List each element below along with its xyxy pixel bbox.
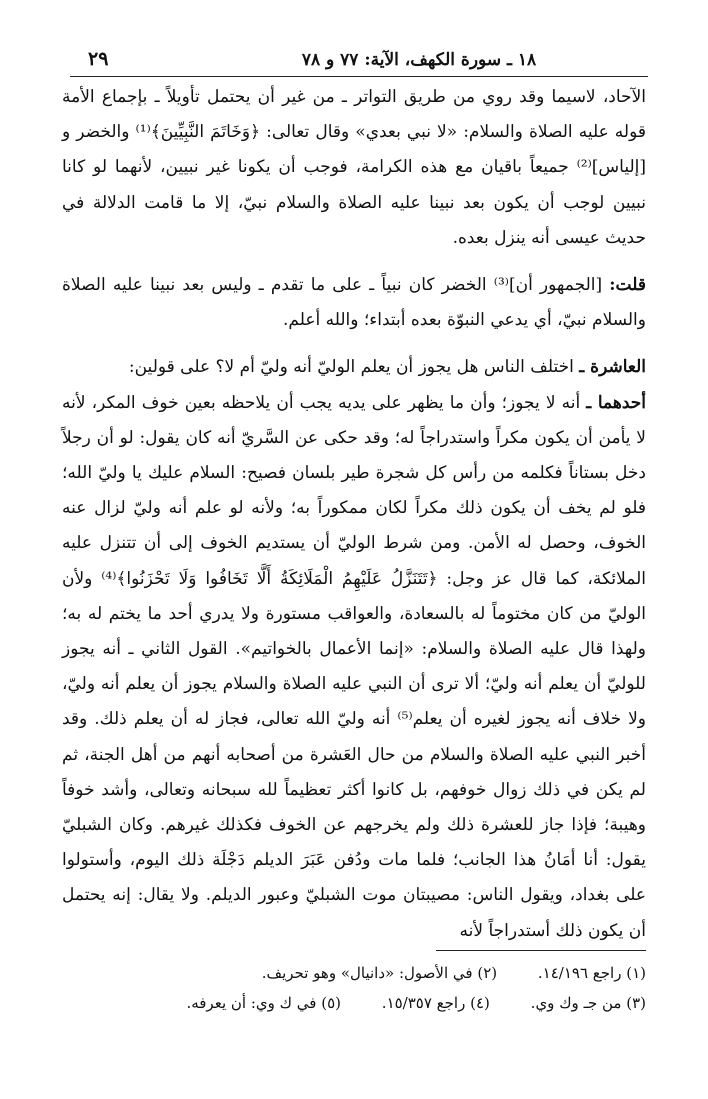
paragraph-2-lead: قلت: bbox=[609, 275, 646, 296]
running-header bbox=[70, 44, 648, 77]
footnotes bbox=[62, 958, 646, 1018]
page-number: ٢٩ bbox=[88, 48, 109, 70]
paragraph-3-body: أنه لا يجوز؛ وأن ما يظهر على يديه يجب أن يلاحظه بعين خوف المكر، لأنه لا يأمن أن يكون مكراً واستدراجاً له؛ وقد حكى عن السَّريّ أنه كان يقول: لو أن رجلاً دخل بستاناً فكلمه من رأس كل شجرة طير بلسان فصيح: السلام عليك يا وليّ الله؛ فلو لم يخف أن يكون ذلك مكراً لكان ممكوراً به؛ ولأنه لو علم أنه وليّ لزال عنه الخوف، وحصل له الأمن. ومن شرط الوليّ أن يستديم الخوف إلى أن تتنزل عليه الملائكة، كما قال عز وجل: ﴿تَتَنَزَّلُ عَلَيْهِمُ الْمَلَائِكَةُ أَلَّا تَخَافُوا وَلَا تَحْزَنُوا﴾⁽⁴⁾ ولأن الوليّ من كان مختوماً له بالسعادة، والعواقب مستورة ولا يدري أحد ما يختم له به؛ ولهذا قال عليه الصلاة والسلام: «إنما الأعمال بالخواتيم». القول الثاني ـ أنه يجوز للوليّ أن يعلم أنه وليّ؛ ألا ترى أن النبي عليه الصلاة والسلام يجوز أن يعلم أنه وليّ، ولا خلاف أنه يجوز لغيره أن يعلم⁽⁵⁾ أنه وليّ الله تعالى، فجاز له أن يعلم ذلك. وقد أخبر النبي عليه الصلاة والسلام من حال العَشرة من أصحابه أنهم من أهل الجنة، ثم لم يكن في ذلك زوال خوفهم، بل كانوا أكثر تعظيماً لله سبحانه وتعالى، وأشد خوفاً وهيبة؛ فإذا جاز للعشرة ذلك ولم يخرجهم عن الخوف فكذلك غيرهم. وكان الشبليّ يقول: أنا أمَانُ هذا الجانب؛ فلما مات ودُفن عَبَرَ الديلم دَجْلَة ذلك اليوم، وأستولوا على بغداد، ويقول الناس: مصيبتان موت الشبليّ وعبور الديلم. ولا يقال: إنه يحتمل أن يكون ذلك أستدراجاً لأنه bbox=[62, 392, 647, 941]
paragraph-3-intro: اختلف الناس هل يجوز أن يعلم الوليّ أنه وليّ أم لا؟ على قولين: bbox=[128, 357, 574, 378]
paragraph-1: الآحاد، لاسيما وقد روي من طريق التواتر ـ من غير أن يحتمل تأويلاً ـ بإجماع الأمة قوله عليه الصلاة والسلام: «لا نبي بعدي» وقال تعالى: ﴿وَخَاتَمَ النَّبِيِّينَ﴾⁽¹⁾ والخضر و [إلياس]⁽²⁾ جميعاً باقيان مع هذه الكرامة، فوجب أن يكونا غير نبيين، لأنهما لو كانا نبيين لوجب أن يكون بعد نبينا عليه الصلاة والسلام نبيّ، إلا ما قامت الدلالة في حديث عيسى أنه ينزل بعده. bbox=[62, 87, 646, 248]
footnote-3: (٣) من جـ وك وي. bbox=[530, 994, 646, 1012]
footnote-2: (٢) في الأصول: «دانيال» وهو تحريف. bbox=[261, 964, 498, 982]
section-heading-tenth: العاشرة ـ bbox=[579, 357, 646, 378]
first-opinion-heading: أحدهما ـ bbox=[586, 392, 646, 413]
paragraph-3 bbox=[62, 350, 646, 948]
paragraph-2 bbox=[62, 268, 646, 338]
header-title: ١٨ ـ سورة الكهف، الآية: ٧٧ و ٧٨ bbox=[301, 50, 537, 70]
footnote-row-1 bbox=[62, 958, 646, 988]
footnote-row-2 bbox=[62, 988, 646, 1018]
paragraph-2-text: [الجمهور أن]⁽³⁾ الخضر كان نبياً ـ على ما تقدم ـ وليس بعد نبينا عليه الصلاة والسلام نبيّ، أي يدعي النبوّة بعده أبتداء؛ والله أعلم. bbox=[62, 275, 646, 331]
footnote-4: (٤) راجع ١٥/٣٥٧. bbox=[381, 994, 490, 1012]
main-text bbox=[62, 80, 646, 949]
footnote-5: (٥) في ك وي: أن يعرفه. bbox=[186, 994, 341, 1012]
footnote-divider bbox=[436, 950, 646, 951]
footnote-1: (١) راجع ١٤/١٩٦. bbox=[537, 964, 646, 982]
